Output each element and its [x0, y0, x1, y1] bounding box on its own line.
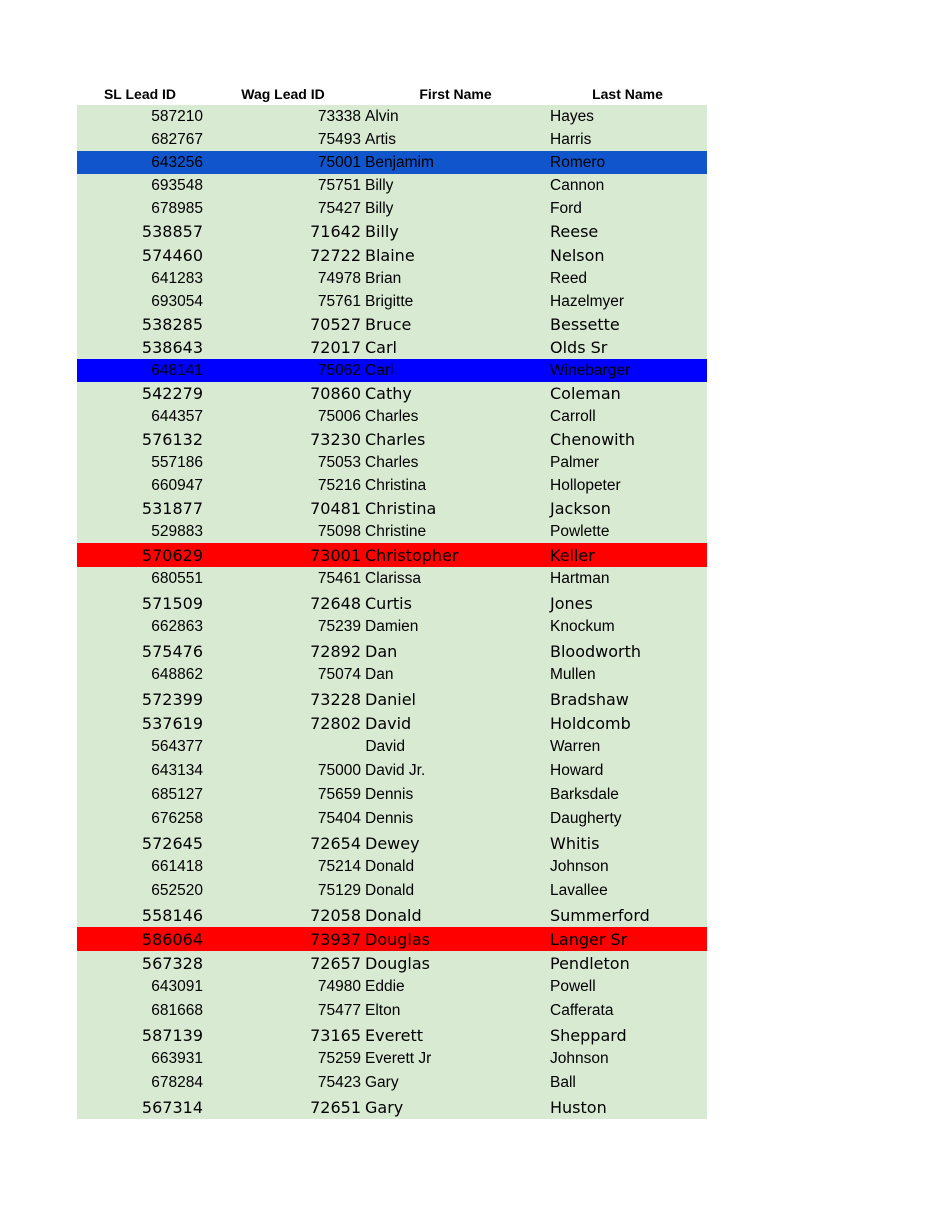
cell-wag-lead-id[interactable]: 72654 — [310, 833, 361, 853]
cell-wag-lead-id[interactable]: 75423 — [317, 1074, 361, 1091]
cell-wag-lead-id[interactable]: 75659 — [317, 786, 361, 803]
cell-last-name[interactable]: Hollopeter — [550, 476, 621, 494]
cell-first-name[interactable]: Everett Jr — [365, 1050, 432, 1067]
cell-first-name[interactable]: Donald — [365, 905, 422, 925]
cell-sl-lead-id[interactable]: 693054 — [151, 292, 203, 310]
table-row[interactable] — [77, 975, 707, 999]
cell-last-name[interactable]: Lavallee — [550, 882, 608, 899]
cell-last-name[interactable]: Barksdale — [550, 786, 619, 803]
cell-sl-lead-id[interactable]: 537619 — [141, 713, 203, 733]
cell-last-name[interactable]: Daugherty — [550, 810, 622, 827]
table-row[interactable] — [77, 1047, 707, 1071]
cell-sl-lead-id[interactable]: 587210 — [151, 107, 203, 125]
cell-wag-lead-id[interactable]: 70860 — [310, 384, 361, 403]
cell-first-name[interactable]: Donald — [365, 858, 415, 875]
cell-sl-lead-id[interactable]: 678284 — [151, 1074, 203, 1091]
cell-wag-lead-id[interactable]: 74978 — [317, 269, 361, 287]
cell-sl-lead-id[interactable]: 538643 — [141, 338, 203, 357]
cell-sl-lead-id[interactable]: 574460 — [141, 245, 203, 265]
cell-sl-lead-id[interactable]: 586064 — [141, 929, 203, 949]
cell-first-name[interactable]: Christina — [365, 499, 437, 518]
cell-last-name[interactable]: Bessette — [550, 315, 620, 334]
table-row[interactable] — [77, 497, 707, 520]
table-row[interactable] — [77, 543, 707, 567]
cell-wag-lead-id[interactable]: 75129 — [317, 882, 361, 899]
cell-first-name[interactable]: Gary — [365, 1074, 399, 1091]
cell-wag-lead-id[interactable]: 75493 — [317, 130, 361, 148]
cell-wag-lead-id[interactable]: 73937 — [310, 929, 361, 949]
table-row[interactable] — [77, 1071, 707, 1095]
table-row[interactable] — [77, 999, 707, 1023]
table-row[interactable] — [77, 405, 707, 428]
cell-wag-lead-id[interactable]: 73338 — [317, 107, 361, 125]
cell-last-name[interactable]: Powell — [550, 978, 596, 995]
header-last-name[interactable]: Last Name — [592, 86, 663, 102]
cell-last-name[interactable]: Harris — [550, 130, 592, 148]
cell-first-name[interactable]: Carl — [365, 338, 397, 357]
spreadsheet-table — [77, 84, 707, 1119]
header-sl-lead-id[interactable]: SL Lead ID — [103, 86, 177, 102]
cell-wag-lead-id[interactable]: 75477 — [317, 1002, 361, 1019]
cell-last-name[interactable]: Jackson — [550, 499, 611, 518]
cell-wag-lead-id[interactable]: 75000 — [317, 762, 361, 779]
cell-wag-lead-id[interactable]: 75001 — [317, 153, 361, 171]
cell-last-name[interactable]: Cafferata — [550, 1002, 614, 1019]
cell-first-name[interactable]: Blaine — [365, 245, 415, 265]
cell-last-name[interactable]: Romero — [550, 153, 606, 171]
cell-wag-lead-id[interactable]: 75239 — [317, 618, 361, 635]
cell-wag-lead-id[interactable]: 73165 — [310, 1025, 361, 1045]
cell-first-name[interactable]: Dewey — [365, 833, 420, 853]
table-row[interactable] — [77, 735, 707, 759]
cell-first-name[interactable]: Alvin — [365, 107, 399, 125]
table-row[interactable] — [77, 855, 707, 879]
cell-first-name[interactable]: Charles — [365, 430, 426, 449]
cell-sl-lead-id[interactable]: 643134 — [151, 762, 203, 779]
table-row[interactable] — [77, 567, 707, 591]
table-row[interactable] — [77, 290, 707, 313]
cell-sl-lead-id[interactable]: 564377 — [151, 738, 203, 755]
cell-sl-lead-id[interactable]: 572645 — [141, 833, 203, 853]
cell-sl-lead-id[interactable]: 558146 — [141, 905, 203, 925]
cell-wag-lead-id[interactable]: 73228 — [310, 689, 361, 709]
cell-wag-lead-id[interactable]: 73230 — [310, 430, 361, 449]
cell-last-name[interactable]: Huston — [550, 1097, 607, 1117]
cell-first-name[interactable]: Donald — [365, 882, 415, 899]
cell-first-name[interactable]: Brigitte — [365, 292, 414, 310]
cell-wag-lead-id[interactable]: 75074 — [317, 666, 361, 683]
cell-wag-lead-id[interactable]: 72651 — [310, 1097, 361, 1117]
cell-last-name[interactable]: Johnson — [550, 858, 609, 875]
cell-first-name[interactable]: Eddie — [365, 978, 405, 995]
cell-first-name[interactable]: Charles — [365, 453, 419, 471]
cell-first-name[interactable]: Curtis — [365, 593, 412, 613]
cell-wag-lead-id[interactable]: 75427 — [317, 199, 361, 217]
table-row[interactable] — [77, 807, 707, 831]
cell-last-name[interactable]: Howard — [550, 762, 604, 779]
cell-sl-lead-id[interactable]: 663931 — [151, 1050, 203, 1067]
header-wag-lead-id[interactable]: Wag Lead ID — [241, 86, 325, 102]
cell-sl-lead-id[interactable]: 542279 — [141, 384, 203, 403]
cell-last-name[interactable]: Langer Sr — [550, 929, 628, 949]
table-row[interactable] — [77, 615, 707, 639]
cell-first-name[interactable]: Daniel — [365, 689, 416, 709]
cell-sl-lead-id[interactable]: 570629 — [141, 545, 203, 565]
cell-sl-lead-id[interactable]: 576132 — [141, 430, 203, 449]
table-row[interactable] — [77, 428, 707, 451]
cell-last-name[interactable]: Winebarger — [550, 361, 631, 379]
cell-first-name[interactable]: Dennis — [365, 810, 414, 827]
table-row[interactable] — [77, 197, 707, 220]
table-row[interactable] — [77, 639, 707, 663]
cell-last-name[interactable]: Olds Sr — [550, 338, 608, 357]
cell-first-name[interactable]: Damien — [365, 618, 419, 635]
cell-sl-lead-id[interactable]: 529883 — [151, 522, 203, 540]
table-row[interactable] — [77, 951, 707, 975]
cell-wag-lead-id[interactable]: 73001 — [310, 545, 361, 565]
cell-last-name[interactable]: Bloodworth — [550, 641, 642, 661]
cell-sl-lead-id[interactable]: 641283 — [151, 269, 203, 287]
cell-first-name[interactable]: Douglas — [365, 953, 430, 973]
table-row[interactable] — [77, 128, 707, 151]
table-row[interactable] — [77, 174, 707, 197]
cell-first-name[interactable]: Dan — [365, 641, 398, 661]
cell-first-name[interactable]: Cathy — [365, 384, 412, 403]
cell-last-name[interactable]: Palmer — [550, 453, 600, 471]
cell-sl-lead-id[interactable]: 575476 — [141, 641, 203, 661]
cell-last-name[interactable]: Johnson — [550, 1050, 609, 1067]
cell-sl-lead-id[interactable]: 648862 — [151, 666, 203, 683]
cell-last-name[interactable]: Knockum — [550, 618, 615, 635]
cell-wag-lead-id[interactable]: 75006 — [317, 407, 361, 425]
cell-wag-lead-id[interactable]: 72802 — [310, 713, 361, 733]
cell-wag-lead-id[interactable]: 75098 — [317, 522, 361, 540]
cell-last-name[interactable]: Warren — [550, 738, 601, 755]
table-row[interactable] — [77, 105, 707, 128]
table-row[interactable] — [77, 879, 707, 903]
cell-last-name[interactable]: Hazelmyer — [550, 292, 625, 310]
cell-last-name[interactable]: Carroll — [550, 407, 596, 425]
cell-wag-lead-id[interactable]: 75214 — [317, 858, 361, 875]
cell-last-name[interactable]: Nelson — [550, 245, 605, 265]
cell-sl-lead-id[interactable]: 643256 — [151, 153, 203, 171]
cell-sl-lead-id[interactable]: 538857 — [141, 222, 203, 241]
cell-last-name[interactable]: Powlette — [550, 522, 610, 540]
cell-last-name[interactable]: Hayes — [550, 107, 594, 125]
cell-first-name[interactable]: Benjamim — [365, 153, 434, 171]
table-row[interactable] — [77, 474, 707, 497]
cell-first-name[interactable]: Gary — [365, 1097, 404, 1117]
table-row[interactable] — [77, 313, 707, 336]
cell-sl-lead-id[interactable]: 644357 — [151, 407, 203, 425]
table-row[interactable] — [77, 687, 707, 711]
cell-sl-lead-id[interactable]: 681668 — [151, 1002, 203, 1019]
cell-last-name[interactable]: Ford — [550, 199, 582, 217]
cell-wag-lead-id[interactable]: 70527 — [310, 315, 361, 334]
table-row[interactable] — [77, 759, 707, 783]
cell-wag-lead-id[interactable]: 74980 — [317, 978, 361, 995]
table-row[interactable] — [77, 220, 707, 243]
cell-last-name[interactable]: Hartman — [550, 570, 610, 587]
cell-first-name[interactable]: Brian — [365, 269, 402, 287]
table-row[interactable] — [77, 927, 707, 951]
table-row[interactable] — [77, 663, 707, 687]
table-row[interactable] — [77, 1095, 707, 1119]
cell-sl-lead-id[interactable]: 567328 — [141, 953, 203, 973]
cell-first-name[interactable]: David — [365, 738, 405, 755]
cell-last-name[interactable]: Bradshaw — [550, 689, 629, 709]
cell-last-name[interactable]: Jones — [550, 593, 593, 613]
cell-first-name[interactable]: Everett — [365, 1025, 424, 1045]
table-row[interactable] — [77, 1023, 707, 1047]
cell-first-name[interactable]: Billy — [365, 176, 394, 194]
cell-last-name[interactable]: Whitis — [550, 833, 600, 853]
table-body — [77, 105, 707, 1119]
cell-last-name[interactable]: Mullen — [550, 666, 596, 683]
cell-wag-lead-id[interactable]: 71642 — [310, 222, 361, 241]
cell-last-name[interactable]: Reese — [550, 222, 599, 241]
cell-sl-lead-id[interactable]: 652520 — [151, 882, 203, 899]
cell-sl-lead-id[interactable]: 685127 — [151, 786, 203, 803]
cell-last-name[interactable]: Coleman — [550, 384, 621, 403]
cell-sl-lead-id[interactable]: 662863 — [151, 618, 203, 635]
table-row[interactable] — [77, 783, 707, 807]
table-row[interactable] — [77, 451, 707, 474]
table-row[interactable] — [77, 267, 707, 290]
cell-sl-lead-id[interactable]: 587139 — [141, 1025, 203, 1045]
cell-wag-lead-id[interactable]: 70481 — [310, 499, 361, 518]
table-row[interactable] — [77, 359, 707, 382]
cell-sl-lead-id[interactable]: 557186 — [151, 453, 203, 471]
cell-sl-lead-id[interactable]: 643091 — [151, 978, 203, 995]
cell-last-name[interactable]: Sheppard — [550, 1025, 627, 1045]
cell-wag-lead-id[interactable]: 72657 — [310, 953, 361, 973]
table-row[interactable] — [77, 336, 707, 359]
cell-first-name[interactable]: Billy — [365, 199, 394, 217]
cell-last-name[interactable]: Cannon — [550, 176, 605, 194]
table-row[interactable] — [77, 151, 707, 174]
cell-last-name[interactable]: Keller — [550, 545, 595, 565]
header-row — [77, 84, 707, 105]
cell-last-name[interactable]: Reed — [550, 269, 588, 287]
cell-last-name[interactable]: Ball — [550, 1074, 576, 1091]
cell-first-name[interactable]: Carl — [365, 361, 394, 379]
cell-sl-lead-id[interactable]: 538285 — [141, 315, 203, 334]
cell-wag-lead-id[interactable]: 75461 — [317, 570, 361, 587]
header-first-name[interactable]: First Name — [419, 86, 492, 102]
cell-wag-lead-id[interactable]: 72648 — [310, 593, 361, 613]
cell-first-name[interactable]: Christina — [365, 476, 427, 494]
cell-sl-lead-id[interactable]: 676258 — [151, 810, 203, 827]
cell-first-name[interactable]: Billy — [365, 222, 399, 241]
cell-sl-lead-id[interactable]: 661418 — [151, 858, 203, 875]
cell-sl-lead-id[interactable]: 648141 — [151, 361, 203, 379]
cell-first-name[interactable]: Christopher — [365, 545, 459, 565]
table-row[interactable] — [77, 591, 707, 615]
cell-sl-lead-id[interactable]: 531877 — [141, 499, 203, 518]
cell-wag-lead-id[interactable]: 72058 — [310, 905, 361, 925]
cell-sl-lead-id[interactable]: 680551 — [151, 570, 203, 587]
cell-sl-lead-id[interactable]: 682767 — [151, 130, 203, 148]
cell-wag-lead-id[interactable] — [203, 735, 361, 759]
cell-first-name[interactable]: Christine — [365, 522, 427, 540]
table-row[interactable] — [77, 711, 707, 735]
cell-wag-lead-id[interactable]: 75259 — [317, 1050, 361, 1067]
cell-wag-lead-id[interactable]: 72017 — [310, 338, 361, 357]
cell-first-name[interactable]: Dan — [365, 666, 394, 683]
cell-wag-lead-id[interactable]: 75761 — [317, 292, 361, 310]
cell-sl-lead-id[interactable]: 572399 — [141, 689, 203, 709]
cell-first-name[interactable]: Clarissa — [365, 570, 421, 587]
cell-wag-lead-id[interactable]: 75053 — [317, 453, 361, 471]
cell-last-name[interactable]: Summerford — [550, 905, 650, 925]
cell-sl-lead-id[interactable]: 693548 — [151, 176, 203, 194]
cell-first-name[interactable]: Elton — [365, 1002, 401, 1019]
cell-last-name[interactable]: Holdcomb — [550, 713, 631, 733]
table-row[interactable] — [77, 520, 707, 543]
cell-wag-lead-id[interactable]: 75404 — [317, 810, 361, 827]
cell-sl-lead-id[interactable]: 660947 — [151, 476, 203, 494]
table-row[interactable] — [77, 243, 707, 267]
cell-sl-lead-id[interactable]: 678985 — [151, 199, 203, 217]
cell-first-name[interactable]: David Jr. — [365, 762, 426, 779]
table-row[interactable] — [77, 903, 707, 927]
cell-sl-lead-id[interactable]: 571509 — [141, 593, 203, 613]
cell-wag-lead-id[interactable]: 72892 — [310, 641, 361, 661]
cell-last-name[interactable]: Chenowith — [550, 430, 636, 449]
cell-wag-lead-id[interactable]: 75216 — [317, 476, 361, 494]
cell-first-name[interactable]: Artis — [365, 130, 396, 148]
cell-first-name[interactable]: Charles — [365, 407, 419, 425]
cell-wag-lead-id[interactable]: 75751 — [317, 176, 361, 194]
cell-sl-lead-id[interactable]: 567314 — [141, 1097, 203, 1117]
cell-last-name[interactable]: Pendleton — [550, 953, 630, 973]
table-row[interactable] — [77, 382, 707, 405]
cell-first-name[interactable]: Douglas — [365, 929, 430, 949]
cell-first-name[interactable]: David — [365, 713, 412, 733]
table-row[interactable] — [77, 831, 707, 855]
cell-first-name[interactable]: Bruce — [365, 315, 412, 334]
cell-first-name[interactable]: Dennis — [365, 786, 414, 803]
cell-wag-lead-id[interactable]: 72722 — [310, 245, 361, 265]
cell-wag-lead-id[interactable]: 75062 — [317, 361, 361, 379]
